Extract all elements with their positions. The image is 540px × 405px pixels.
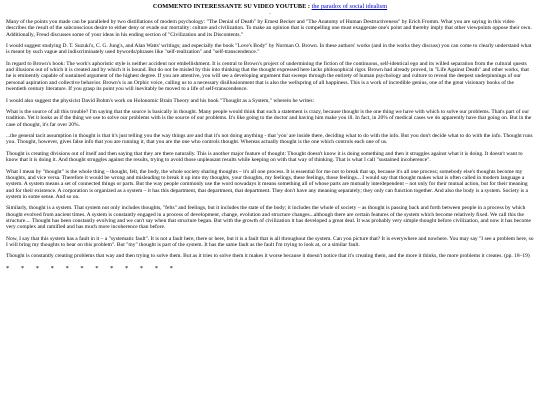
paragraph-5: What is the source of all this trouble? I'm saying that the source is basically in thought. Many people would think that such a statement is crazy, because thought is the one thing we have with which to solve our problems. That's part of our tradition. Yet it looks as if the thing we use to solve our problems with is the source of our problems. It's like going to the doctor and having him make you ill. In fact, in 20% of medical cases we do apparently have that going on. But in the case of thought, it's far over 20%.: [6, 109, 532, 128]
heading-dot: .: [269, 10, 271, 16]
paragraph-10: Now, I say that this system has a fault in it – a "systematic fault". It is not a fault here, there or here, but it is a fault that is all throughout the system. Can you picture that? It is everywhere and nowhere. You may say "I see a problem here, so I will bring my thoughts to bear on this problem". But "my" thought is part of the system. It has the same fault as the fault I'm trying to look at, or a similar fault.: [6, 235, 534, 248]
paragraph-2: I would suggest studying D. T. Suzuki's, C. G. Jung's, and Alan Watts' writings; and especially the book "Love's Body" by Norman O. Brown. In these authors' works (and in the works they discuss) you can come to clearly understand what is meant by such vague and indiscriminately used bywords/phrases like "self-realization" and "self-transcendence.": [6, 43, 532, 56]
heading-title: COMMENTO INTERESSANTE SU VIDEO YOUTUBE :: [152, 3, 312, 10]
paragraph-9: Similarly, thought is a system. That system not only includes thoughts, "felts" and feelings, but it includes the state of the body; it includes the whole of society – as thought is passing back and forth between people in a process by which thought evolved from ancient times. A system is constantly engaged in a process of development, change, evolution and structure changes...although there are certain features of the system which become relatively fixed. We call this the structure.... Thought has been constantly evolving and we can't say when that structure began. But with the growth of civilization it has developed a great deal. It was probably very simple thought before civilization, and now it has become very complex and ramified and has much more incoherence than before.: [6, 205, 531, 231]
paragraph-8: What I mean by "thought" is the whole thing – thought, felt, the body, the whole society sharing thoughts – it's all one process. It is essential for me not to break that up, because it's all one process; somebody else's thoughts become my thoughts, and vice versa. Therefore it would be wrong and misleading to break it up into my thoughts, your thoughts, my feelings, these feelings, those feelings... I would say that thought makes what is often called in modern language a system. A system means a set of connected things or parts. But the way people commonly use the word nowadays it means something all of whose parts are mutually interdependent – not only for their mutual action, but for their meaning and for their existence. A corporation is organized as a system – it has this department, that department, that department. They don't have any meaning separately; they only can function together. And also the body is a system. Society is a system in some sense. And so on.: [6, 168, 528, 200]
paragraph-4: I would also suggest the physicist David Bohm's work on Holonomic Brain Theory and his book "Thought as a System," wherein he writes:: [6, 97, 314, 104]
video-link[interactable]: the paradox of social idealism: [311, 3, 388, 10]
paragraph-6: ...the general tacit assumption in thought is that it's just telling you the way things are and that it's not doing anything - that 'you' are inside there, deciding what to do with the info. But you don't decide what to do with the info. Thought runs you. Thought, however, gives false info that you are running it, that you are the one who controls thought. Whereas actually thought is the one which controls each one of us.: [6, 133, 533, 146]
star-separator: * * * * * * * * * * * *: [6, 264, 178, 272]
paragraph-1: Many of the points you made can be paralleled by two distillations of modern psychology: "The Denial of Death" by Ernest Becker and "The Anatomy of Human Destructiveness" by Erich Fromm. What you are saying in this video describes the result of the subconscious desire to either deny or evade our mortality: culture and civilization. To make an opinion that is compelling one must exaggerate one's point and thereby imply that other viewpoints oppose their own. Additionally, Freud discusses some of your ideas in his ending section of "Civilization and its Discontents.": [6, 19, 532, 38]
paragraph-3: In regard to Brown's book: The work's aphoristic style is neither accident nor embellishment. It is central to Brown's project of undermining the fiction of the continuous, self-identical ego and its willed separation from the cultural quests and illusions out of which it is created and by which it is bound. But do not be misled by this into thinking that the thought expressed here lacks philosophical rigor. Brown had already proved, in "Life Against Death" and other works, that he is eminently capable of sustained argument of the highest degree. If you are attentive, you will see a developing argument that sweeps through the entirety of human psychology and culture to reveal the deepest underpinnings of our personal aspiration and collective behavior. Brown's is an Orphic voice, calling us to a necessary disillusionment that is also the wellspring of all happiness. This is a work of incredible genius, one of the great visionary books of the twentieth century literature. If you grasp its point you will inevitably be moved to a life of self-transcendence.: [6, 60, 529, 93]
paragraph-11: Thought is constantly creating problems that way and then trying to solve them. But as it tries to solve them it makes it worse because it doesn't notice that it's creating them, and the more it thinks, the more problems it creates. (pp. 18–19): [6, 253, 530, 260]
paragraph-7: Thought is creating divisions out of itself and then saying that they are there naturally. This is another major feature of thought: Thought doesn't know it is doing something and then it struggles against what it is doing. It doesn't want to know that it is doing it. And thought struggles against the results, trying to avoid those unpleasant results while keeping on with that way of thinking. That is what I call "sustained incoherence".: [6, 150, 523, 164]
